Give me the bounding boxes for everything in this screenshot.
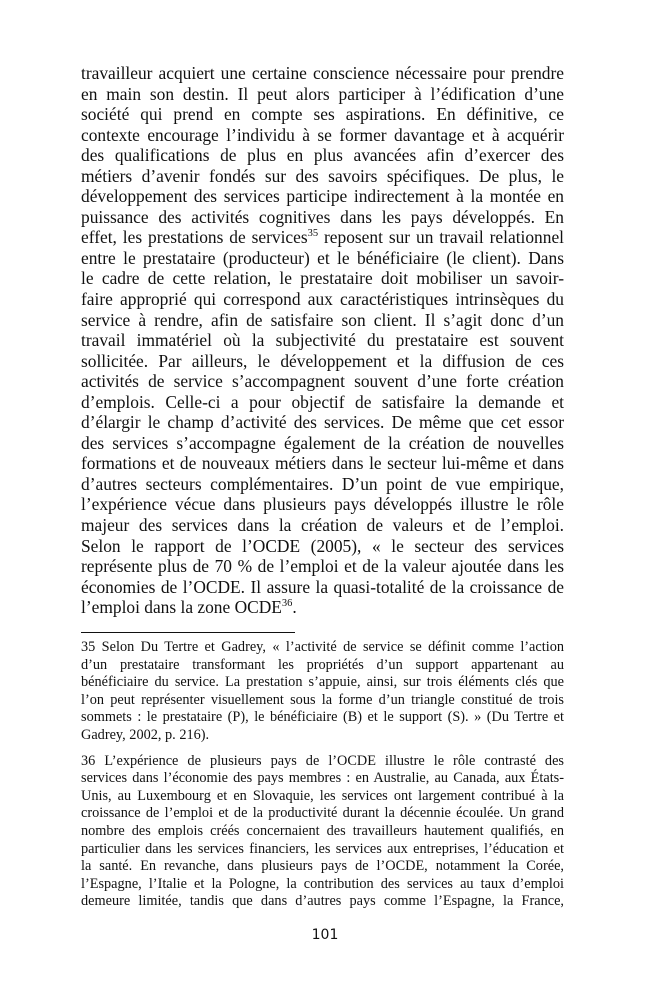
footnote-line: demeure limitée, tandis que dans d’autres pays comme l’Espagne, la France,	[81, 893, 564, 910]
text-line: service à rendre, afin de satisfaire son client. Il s’agit donc d’un	[81, 309, 564, 330]
footnote-separator	[81, 632, 295, 633]
text-line: l’expérience vécue dans plusieurs pays développés illustre le rôle	[81, 494, 564, 515]
text-line: développement des services participe indirectement à la montée en	[81, 186, 564, 207]
footnotes	[81, 639, 564, 919]
footnote-ref-36[interactable]: 36	[281, 598, 293, 610]
footnote-line: 35 Selon Du Tertre et Gadrey, « l’activité de service se définit comme l’action	[81, 639, 564, 655]
footnote-line: l’Espagne, l’Italie et la Pologne, la contribution des services au taux d’emploi	[81, 875, 564, 892]
footnote-line: Unis, au Luxembourg et en Slovaquie, les services ont largement contribué à la	[81, 787, 564, 804]
text-fragment: .	[292, 597, 297, 618]
text-line: travailleur acquiert une certaine conscience nécessaire pour prendre	[81, 63, 564, 83]
text-fragment: l’emploi dans la zone OCDE	[81, 597, 282, 618]
text-line: faire approprié qui correspond aux caractéristiques intrinsèques du	[81, 289, 564, 310]
text-line: le cadre de cette relation, le prestataire doit mobiliser un savoir-	[81, 268, 564, 289]
text-line: puissance des activités cognitives dans les pays développés. En	[81, 206, 564, 227]
footnote-line: la santé. En revanche, dans plusieurs pays de l’OCDE, notamment la Corée,	[81, 858, 564, 875]
text-line: d’élargir le champ d’activité des services. De même que cet essor	[81, 412, 564, 433]
text-line: majeur des services dans la création de valeurs et de l’emploi.	[81, 515, 564, 536]
footnote-line: 36 L’expérience de plusieurs pays de l’OCDE illustre le rôle contrasté des	[81, 752, 564, 769]
text-line: d’emplois. Celle-ci a pour objectif de satisfaire la demande et	[81, 391, 564, 412]
footnote-line: bénéficiaire du service. La prestation s’appuie, ainsi, sur trois éléments clés que	[81, 674, 564, 691]
text-line: contexte encourage l’individu à se former davantage et à acquérir	[81, 124, 564, 145]
text-line: des qualifications de plus en plus avancées afin d’exercer des	[81, 145, 564, 166]
text-line: société qui prend en compte ses aspirations. En définitive, ce	[81, 104, 564, 125]
text-line: économies de l’OCDE. Il assure la quasi-totalité de la croissance de	[81, 576, 564, 597]
footnote-line: l’on peut représenter visuellement sous la forme d’un triangle constitué de trois	[81, 691, 564, 708]
text-fragment: reposent sur un travail relationnel	[318, 227, 564, 248]
footnote-line: sommets : le prestataire (P), le bénéficiaire (B) et le support (S). » (Du Tertre et	[81, 709, 564, 726]
text-line: d’autres secteurs complémentaires. D’un point de vue empirique,	[81, 473, 564, 494]
footnote-35	[81, 639, 564, 745]
text-line: entre le prestataire (producteur) et le bénéficiaire (le client). Dans	[81, 247, 564, 268]
footnote-line: croissance de l’emploi et de la productivité durant la décennie écoulée. Un grand	[81, 805, 564, 822]
text-line: formations et de nouveaux métiers dans le secteur lui-même et dans	[81, 453, 564, 474]
footnote-line: services dans l’économie des pays membres : en Australie, au Canada, aux États-	[81, 770, 564, 787]
text-line: Selon le rapport de l’OCDE (2005), « le secteur des services	[81, 535, 564, 556]
footnote-line: nombre des emplois créés concernaient des travailleurs hautement qualifiés, en	[81, 822, 564, 839]
text-line	[81, 227, 564, 248]
page-number: 101	[311, 927, 339, 943]
text-line	[81, 597, 564, 618]
text-line: métiers d’avenir fondés sur des savoirs spécifiques. De plus, le	[81, 165, 564, 186]
text-line: travail immatériel où la subjectivité du prestataire est souvent	[81, 330, 564, 351]
text-fragment: effet, les prestations de services	[81, 227, 308, 248]
footnote-line: particulier dans les services financiers, les services aux entreprises, l’éducation et	[81, 840, 564, 857]
footnote-36	[81, 753, 564, 911]
text-line: sollicitée. Par ailleurs, le développement et la diffusion de ces	[81, 350, 564, 371]
text-line: en main son destin. Il peut alors participer à l’édification d’une	[81, 83, 564, 104]
footnote-line: Gadrey, 2002, p. 216).	[81, 726, 210, 743]
footnote-line: d’un prestataire transformant les propriétés d’un support appartenant au	[81, 656, 564, 673]
text-line: activités de service s’accompagnent souvent d’une forte création	[81, 371, 564, 392]
body-paragraph	[81, 63, 564, 618]
text-line: représente plus de 70 % de l’emploi et de la valeur ajoutée dans les	[81, 556, 564, 577]
footnote-ref-35[interactable]: 35	[307, 228, 319, 240]
text-line: des services s’accompagne également de la création de nouvelles	[81, 432, 564, 453]
